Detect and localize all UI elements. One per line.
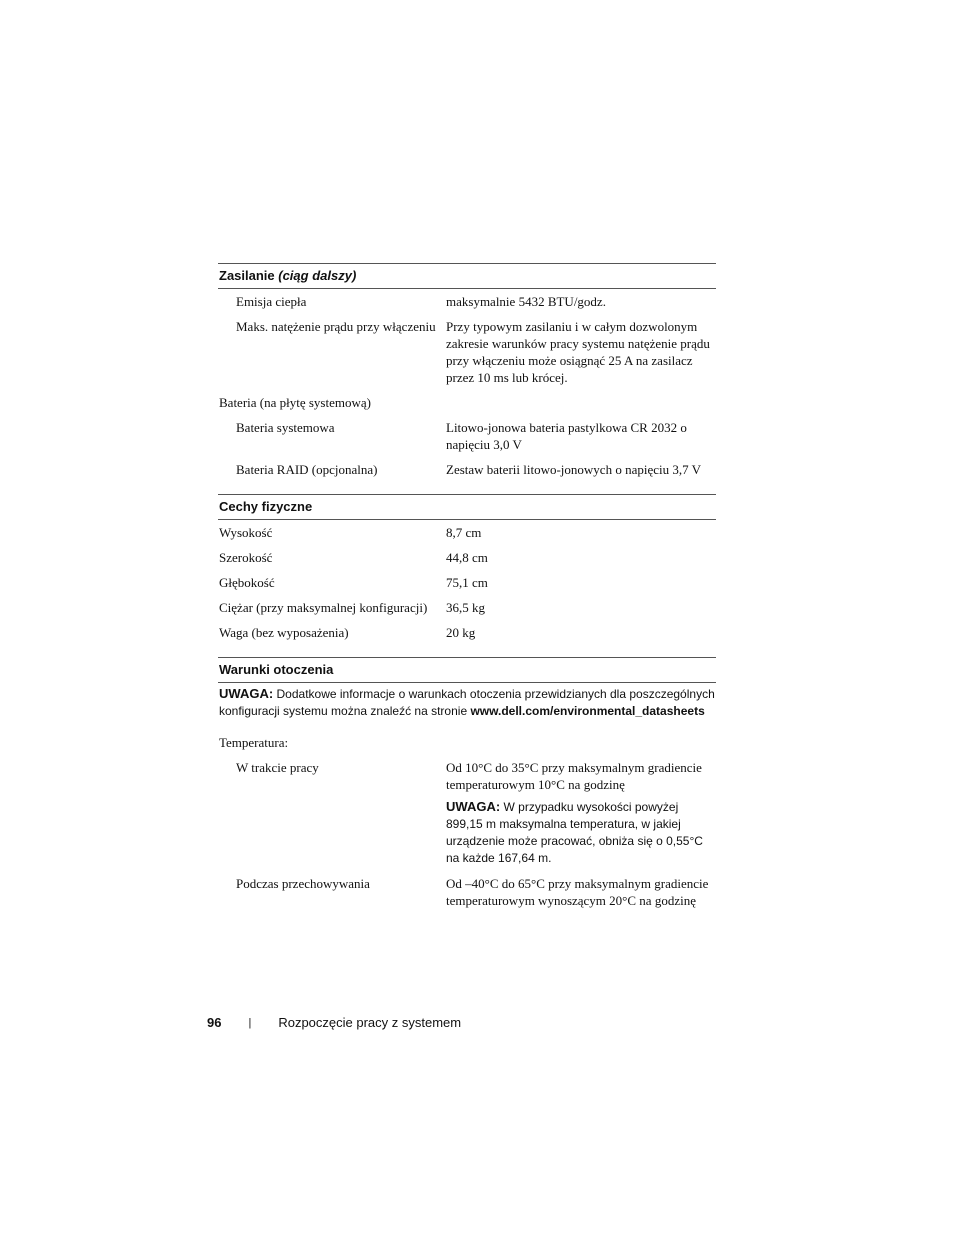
spec-row-width (218, 549, 716, 566)
section-title-suffix: (ciąg dalszy) (278, 268, 357, 283)
spec-row-storage-temp (218, 875, 716, 909)
spec-value: 20 kg (446, 625, 476, 640)
spec-value-text: Od 10°C do 35°C przy maksymalnym gradiencie temperaturowym 10°C na godzinę (446, 760, 702, 792)
spec-label: Ciężar (przy maksymalnej konfiguracji) (219, 600, 428, 615)
spec-row-system-battery (218, 419, 716, 453)
spec-label: Emisja ciepła (236, 294, 307, 309)
spec-row-heat-emission (218, 293, 716, 310)
spec-label: Temperatura: (219, 735, 289, 750)
spec-row-height (218, 524, 716, 541)
section-power (218, 263, 716, 478)
spec-value: 75,1 cm (446, 575, 488, 590)
spec-label: Głębokość (219, 575, 275, 590)
spec-row-battery-group (218, 394, 716, 411)
operating-temp-note (446, 798, 714, 867)
page-footer (207, 1015, 461, 1030)
spec-label: Szerokość (219, 550, 273, 565)
spec-value: maksymalnie 5432 BTU/godz. (446, 294, 606, 309)
section-title: Zasilanie (219, 268, 279, 283)
note-label: UWAGA: (446, 799, 501, 814)
spec-value: Przy typowym zasilaniu i w całym dozwolonym zakresie warunków pracy systemu natężenie prądu przy włączeniu może osiągnąć 25 A na zasilacz przez 10 ms lub krócej. (446, 319, 710, 385)
section-environment (218, 657, 716, 909)
section-physical (218, 494, 716, 641)
spec-row-depth (218, 574, 716, 591)
spec-value: 44,8 cm (446, 550, 488, 565)
spec-label: Bateria systemowa (236, 420, 335, 435)
spec-value: 8,7 cm (446, 525, 482, 540)
spec-label: Bateria (na płytę systemową) (219, 395, 371, 410)
environment-note (218, 683, 716, 726)
footer-title: Rozpoczęcie pracy z systemem (278, 1015, 462, 1030)
spec-row-max-weight (218, 599, 716, 616)
section-header-power (218, 263, 716, 289)
spec-label: Bateria RAID (opcjonalna) (236, 462, 378, 477)
spec-label: W trakcie pracy (236, 760, 319, 775)
spec-label: Waga (bez wyposażenia) (219, 625, 349, 640)
section-header-environment: Warunki otoczenia (218, 657, 716, 683)
note-text: W przypadku wysokości powyżej 899,15 m maksymalna temperatura, w jakiej urządzenie może pracować, obniża się o 0,55°C na każde 167,64 m. (446, 800, 703, 865)
spec-label: Podczas przechowywania (236, 876, 370, 891)
spec-value: Litowo-jonowa bateria pastylkowa CR 2032 o napięciu 3,0 V (446, 420, 687, 452)
page-number: 96 (207, 1015, 222, 1030)
spec-row-inrush-current (218, 318, 716, 386)
spec-value: Od –40°C do 65°C przy maksymalnym gradiencie temperaturowym wynoszącym 20°C na godzinę (446, 876, 709, 908)
footer-separator: | (248, 1016, 252, 1029)
note-label: UWAGA: (219, 686, 274, 701)
environmental-datasheets-link[interactable]: www.dell.com/environmental_datasheets (470, 704, 705, 718)
spec-label: Maks. natężenie prądu przy włączeniu (236, 319, 436, 334)
spec-label: Wysokość (219, 525, 273, 540)
spec-row-raid-battery (218, 461, 716, 478)
spec-value: 36,5 kg (446, 600, 485, 615)
spec-value: Zestaw baterii litowo-jonowych o napięciu 3,7 V (446, 462, 702, 477)
section-header-physical: Cechy fizyczne (218, 494, 716, 520)
spec-row-operating-temp (218, 759, 716, 867)
spec-content (218, 263, 716, 925)
spec-row-empty-weight (218, 624, 716, 641)
spec-value (446, 759, 716, 867)
spec-row-temperature-group (218, 734, 716, 751)
note-text: Dodatkowe informacje o warunkach otoczenia przewidzianych dla poszczególnych konfiguracji systemu można znaleźć na stronie (219, 687, 715, 718)
